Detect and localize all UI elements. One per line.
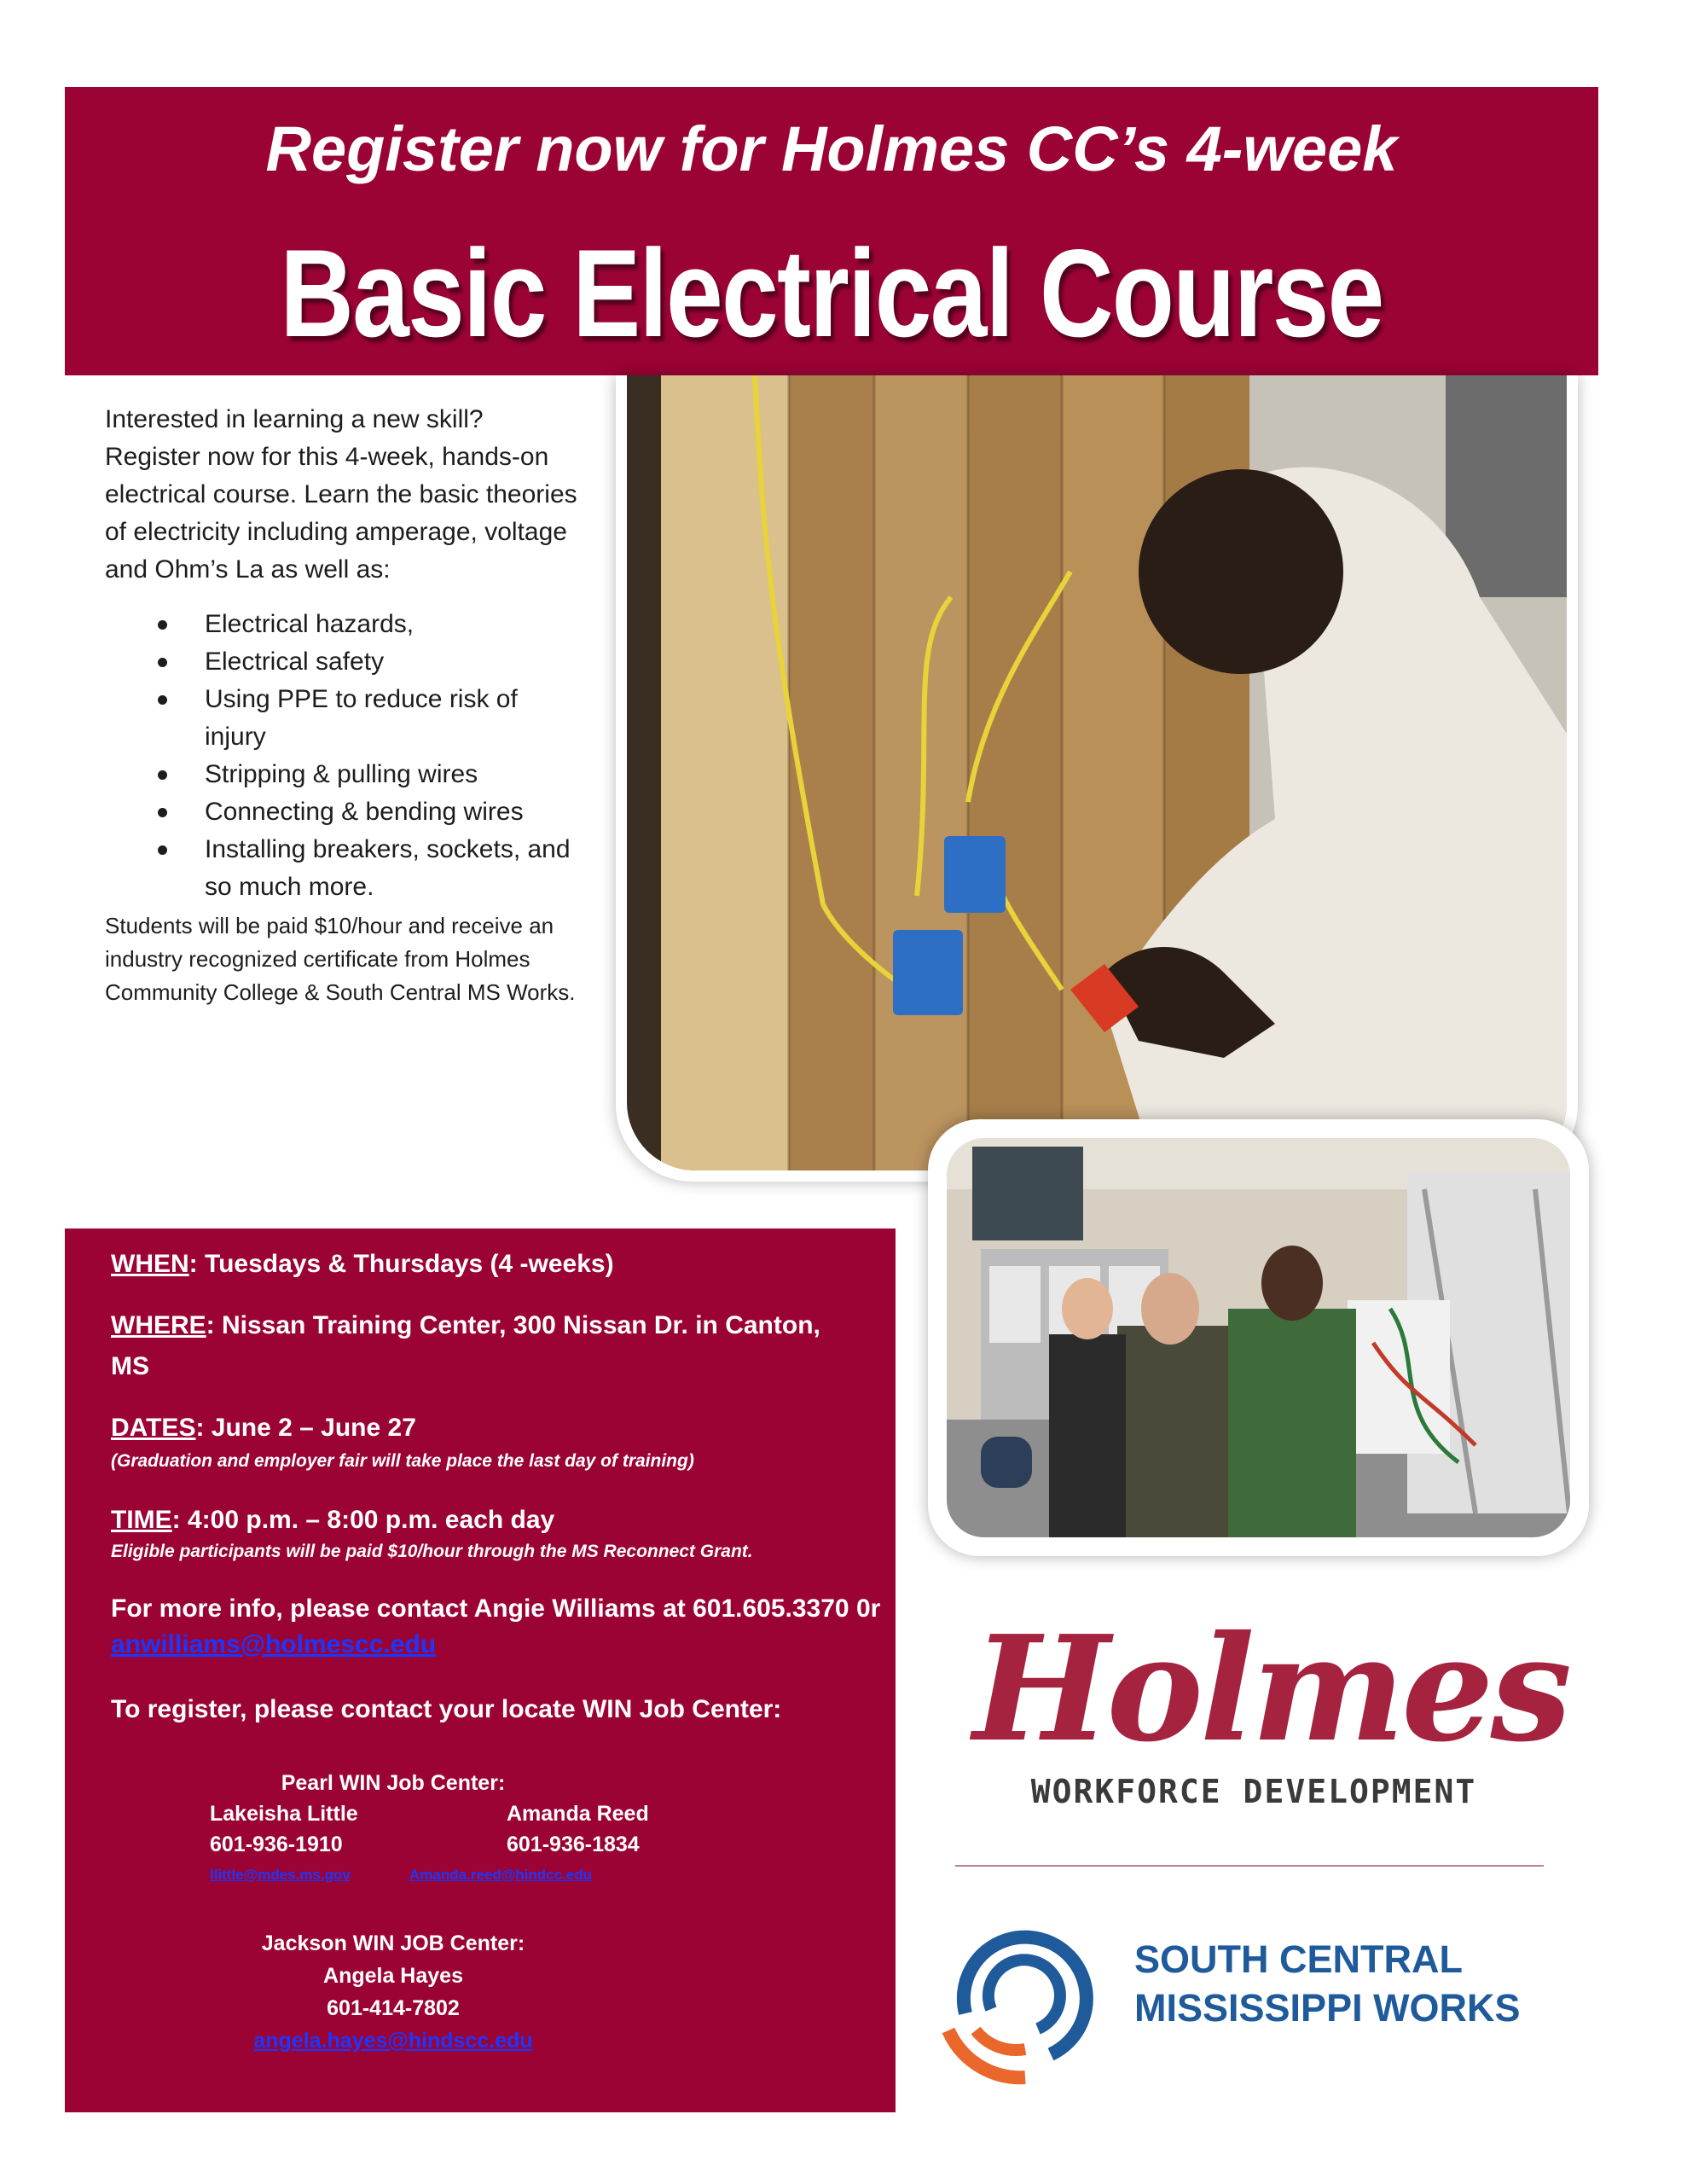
header-title: Basic Electrical Course [280,224,1383,363]
scmw-line-2: MISSISSIPPI WORKS [1134,1986,1521,2030]
jackson-name: Angela Hayes [323,1964,463,1988]
register-text: To register, please contact your locate WIN Job Center: [111,1695,782,1723]
pearl-title: Pearl WIN Job Center: [281,1771,506,1795]
holmes-logo-subtitle: WORKFORCE DEVELOPMENT [1030,1773,1477,1810]
header-subtitle: Register now for Holmes CC’s 4-week [265,113,1398,184]
header-banner [65,87,1598,375]
bullet-icon [158,808,167,817]
when-label: WHEN [111,1250,189,1278]
jackson-title: Jackson WIN JOB Center: [261,1931,525,1955]
dates-label: DATES [111,1414,196,1442]
dates-line: DATES: June 2 – June 27 [111,1414,416,1442]
photo-frame-lab [928,1119,1589,1556]
time-line: TIME: 4:00 p.m. – 8:00 p.m. each day [111,1506,555,1534]
bullet-icon [158,845,167,855]
list-item: Using PPE to reduce risk of injury [105,681,583,756]
jackson-email-link[interactable]: angela.hayes@hindscc.edu [253,2029,533,2053]
pearl-contact1-name: Lakeisha Little [210,1802,358,1826]
pearl-contact2-name: Amanda Reed [507,1802,649,1826]
scmw-logo-icon [931,1902,1119,2090]
wiring-photo [627,375,1567,1170]
holmes-logo-wordmark: Holmes [972,1604,1569,1774]
pearl-contact2-email-link[interactable]: Amanda.reed@hindcc.edu [409,1867,593,1883]
pearl-contact2-phone: 601-936-1834 [507,1833,640,1856]
where-line-2: MS [111,1352,149,1380]
pearl-contact1-phone: 601-936-1910 [210,1833,343,1856]
bullet-icon [158,770,167,780]
topic-list [105,606,583,906]
bullet-icon [158,658,167,667]
list-item: Electrical safety [105,643,583,681]
info-text: For more info, please contact Angie Williams at 601.605.3370 0r [111,1594,881,1623]
pearl-contact1-email-link[interactable]: llittle@mdes.ms.gov [210,1867,351,1883]
where-label: WHERE [111,1311,206,1339]
scmw-logo-text [1134,1935,1521,2032]
intro-paragraph: Interested in learning a new skill? Register now for this 4-week, hands-on electrical course. Learn the basic theories of electricity including amperage, voltage and Ohm’s La as well as: [105,405,577,584]
lab-photo [947,1138,1570,1537]
photo-frame-wiring [616,375,1578,1182]
jackson-phone: 601-414-7802 [327,1996,460,2020]
time-note: Eligible participants will be paid $10/hour through the MS Reconnect Grant. [111,1542,753,1561]
info-box [65,1228,896,2112]
list-item: Stripping & pulling wires [105,756,583,793]
list-item: Installing breakers, sockets, and so much more. [105,831,583,906]
bullet-icon [158,620,167,630]
list-item: Electrical hazards, [105,606,583,643]
intro-section [105,401,583,1009]
info-email-link[interactable]: anwilliams@holmescc.edu [111,1630,437,1658]
bullet-icon [158,695,167,705]
dates-note: (Graduation and employer fair will take place the last day of training) [111,1451,694,1471]
logo-divider [955,1865,1544,1867]
list-item: Connecting & bending wires [105,793,583,831]
where-line: WHERE: Nissan Training Center, 300 Nissan Dr. in Canton, [111,1311,820,1339]
scmw-line-1: SOUTH CENTRAL [1134,1937,1463,1981]
when-line: WHEN: Tuesdays & Thursdays (4 -weeks) [111,1250,614,1278]
time-label: TIME [111,1506,172,1534]
pay-note: Students will be paid $10/hour and receive an industry recognized certificate from Holmes Community College & South Central MS Works. [105,913,576,1005]
